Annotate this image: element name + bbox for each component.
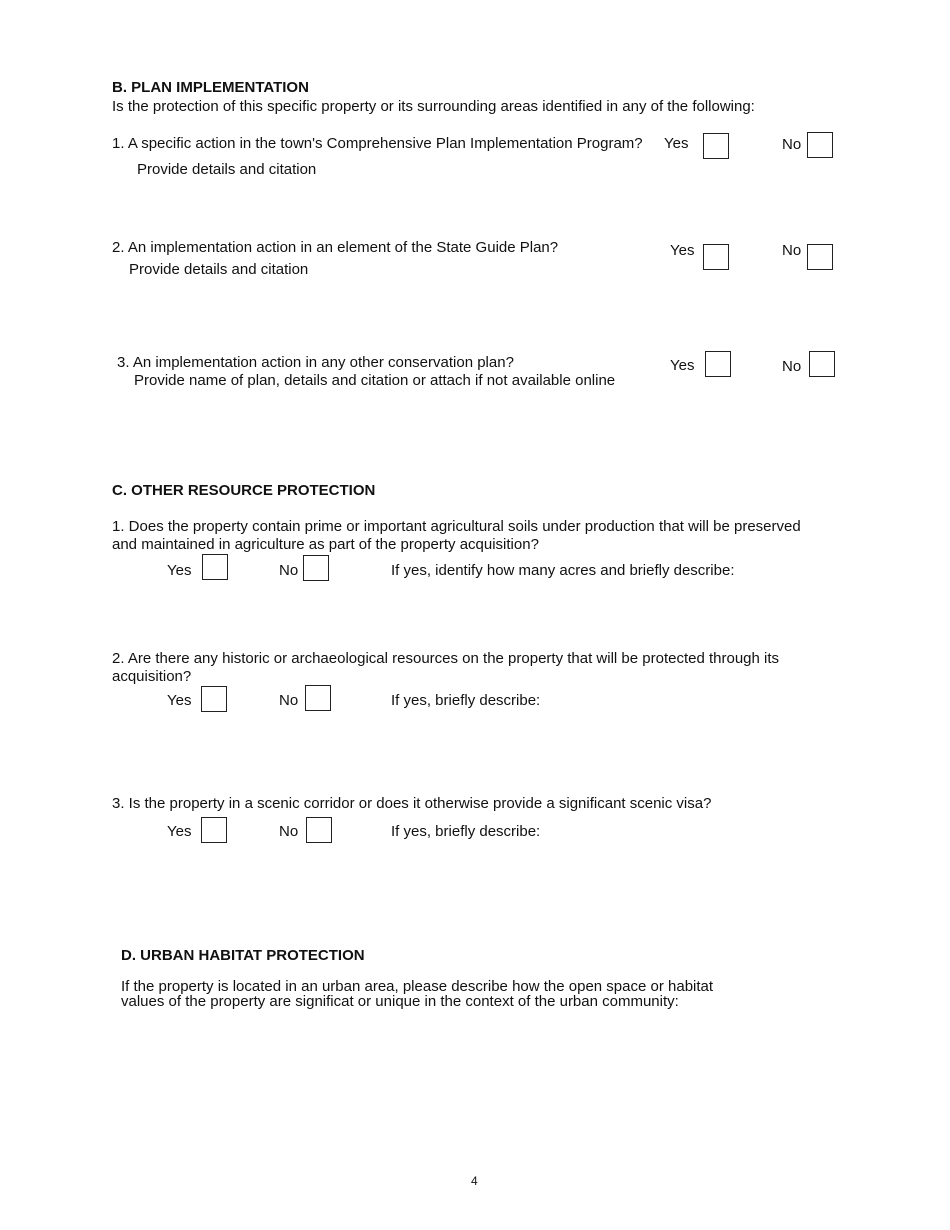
c-q3-line1: 3. Is the property in a scenic corridor or does it otherwise provide a significant scenic visa? [112, 795, 712, 812]
b-q3-no-label: No [782, 358, 802, 375]
section-b-intro: Is the protection of this specific property or its surrounding areas identified in any of the following: [112, 98, 755, 115]
section-d-heading: D. URBAN HABITAT PROTECTION [121, 947, 365, 964]
c-q2-yes-checkbox[interactable] [201, 686, 227, 712]
c-q3-no-label: No [279, 823, 299, 840]
c-q3-no-checkbox[interactable] [306, 817, 332, 843]
b-q1-yes-label: Yes [664, 135, 689, 152]
b-q3-yes-label: Yes [670, 357, 695, 374]
c-q2-ifyes: If yes, briefly describe: [391, 692, 541, 709]
b-q2-no-checkbox[interactable] [807, 244, 833, 270]
b-q3-yes-checkbox[interactable] [705, 351, 731, 377]
c-q1-no-label: No [279, 562, 299, 579]
c-q2-line1: 2. Are there any historic or archaeological resources on the property that will be protected through its [112, 650, 780, 667]
b-q3-sub: Provide name of plan, details and citation or attach if not available online [134, 372, 616, 389]
c-q2-yes-label: Yes [167, 692, 192, 709]
c-q2-no-checkbox[interactable] [305, 685, 331, 711]
c-q3-yes-checkbox[interactable] [201, 817, 227, 843]
page-number: 4 [471, 1174, 478, 1188]
c-q3-yes-label: Yes [167, 823, 192, 840]
c-q3-ifyes: If yes, briefly describe: [391, 823, 541, 840]
c-q1-line2: and maintained in agriculture as part of the property acquisition? [112, 536, 539, 553]
b-q2-no-label: No [782, 242, 802, 259]
d-line1: If the property is located in an urban area, please describe how the open space or habitat [121, 978, 714, 995]
c-q1-no-checkbox[interactable] [303, 555, 329, 581]
c-q1-ifyes: If yes, identify how many acres and briefly describe: [391, 562, 735, 579]
b-q2-yes-checkbox[interactable] [703, 244, 729, 270]
b-q1-text: 1. A specific action in the town's Comprehensive Plan Implementation Program? [112, 135, 643, 152]
b-q1-sub: Provide details and citation [137, 161, 317, 178]
b-q2-yes-label: Yes [670, 242, 695, 259]
b-q3-no-checkbox[interactable] [809, 351, 835, 377]
b-q1-no-checkbox[interactable] [807, 132, 833, 158]
c-q2-line2: acquisition? [112, 668, 192, 685]
c-q1-yes-label: Yes [167, 562, 192, 579]
c-q1-yes-checkbox[interactable] [202, 554, 228, 580]
b-q2-text: 2. An implementation action in an element of the State Guide Plan? [112, 239, 559, 256]
c-q2-no-label: No [279, 692, 299, 709]
section-b-heading: B. PLAN IMPLEMENTATION [112, 79, 309, 96]
section-c-heading: C. OTHER RESOURCE PROTECTION [112, 482, 376, 499]
b-q3-text: 3. An implementation action in any other conservation plan? [117, 354, 514, 371]
b-q2-sub: Provide details and citation [129, 261, 309, 278]
d-line2: values of the property are significat or unique in the context of the urban community: [121, 993, 679, 1010]
b-q1-yes-checkbox[interactable] [703, 133, 729, 159]
c-q1-line1: 1. Does the property contain prime or important agricultural soils under production that will be preserved [112, 518, 801, 535]
b-q1-no-label: No [782, 136, 802, 153]
